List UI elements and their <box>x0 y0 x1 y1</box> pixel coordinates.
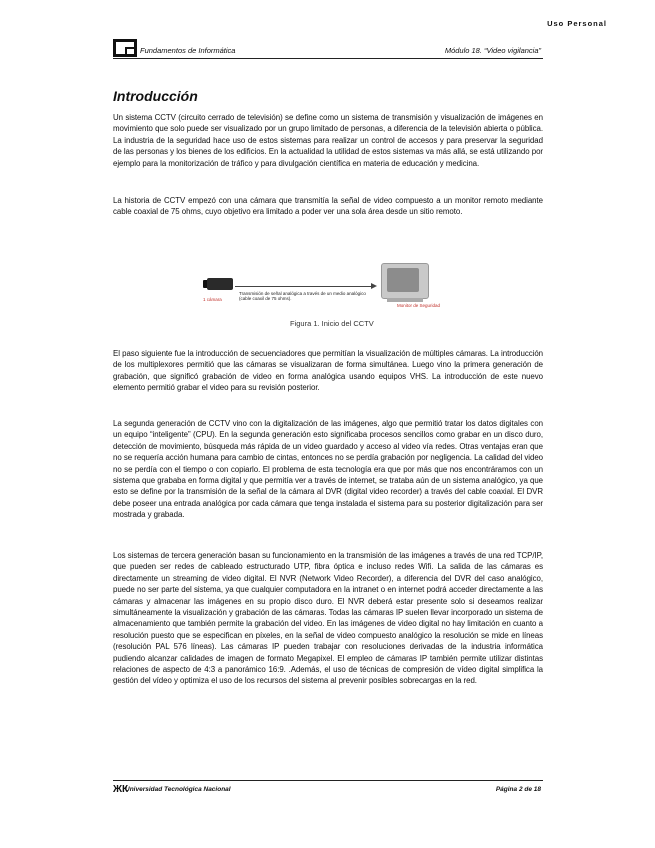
logo-icon <box>113 39 137 57</box>
signal-arrow-line <box>235 286 373 287</box>
monitor-screen <box>387 268 419 292</box>
paragraph-5: Los sistemas de tercera generación basan su funcionamiento en la transmisión de las imágenes a través de una red TCP/IP, que pueden ser redes de cableado estructurado UTP, fibra óptica e incluso redes Wifi. La salida de las cámaras es directamente un streaming de video digital. El NVR (Network Video Recorder), a diferencia del DVR del caso analógico, puede no ser parte del sistema, ya que cualquier computadora en la intranet o en internet podrá acceder directamente a las cámaras y almacenar las imágenes en su propio disco duro. El NVR deberá estar presente solo si deseamos realizar simultáneamente la visualización y grabación de las cámaras. Todas las cámaras IP suelen llevar incorporado un sistema de almacenamiento que también permite la grabación del video. En las imágenes de video digital no hay limitación en cuanto a resolución puesto que se especifican en píxeles, en la señal de video compuesto analógico la resolución se mide en líneas (resolución PAL 576 líneas). Las cámaras IP pueden trabajar con resoluciones derivadas de la industria informática pudiendo alcanzar calidades de imagen de formato Megapixel. El empleo de cámaras IP también permite utilizar distintas relaciones de aspecto de 4:3 a panorámico 16:9. .Además, el uso de técnicas de compresión de vídeo digital simplifica la gestión del vídeo y optimiza el uso de los recursos del sistema al prevenir posibles sobrecargas en la red. <box>113 551 543 686</box>
page-footer <box>113 780 543 797</box>
camera-label: 1 cámara <box>203 297 222 302</box>
monitor-base <box>387 298 423 302</box>
arrow-right-icon <box>371 283 377 289</box>
university-logo-icon: ЖК <box>113 784 129 795</box>
page-header <box>113 38 543 59</box>
footer-university: Universidad Tecnológica Nacional <box>125 786 231 793</box>
paragraph-4: La segunda generación de CCTV vino con la digitalización de las imágenes, algo que permitió tratar los datos digitales con un equipo “inteligente” (CPU). En la segunda generación esto significaba procesos sencillos como grabar en un disco duro, detección de movimiento, búsqueda más rápida de un video guardado y acceso al video vía redes. Otras ventajas eran que no se requería acción humana para cambio de cintas, entonces no se perdía grabación por negligencia. La calidad del video no se perdía con el tiempo o con copiarlo. El problema de esta tecnología era que por más que nos encontráramos con un sistema que grababa en forma digital y que permitía ver a través de internet, se trataba aún de un sistema analógico, ya que esto se define por la transmisión de la señal de la cámara al DVR (digital video recorder) a través del cable coaxial. El DVR debe poseer una entrada analógica por cada cámara que tenga instalada el sistema para su posterior digitalización para ser mostrada y grabada. <box>113 419 543 520</box>
header-module: Módulo 18. “Video vigilancia” <box>444 46 541 55</box>
paragraph-2: La historia de CCTV empezó con una cámara que transmitía la señal de video compuesto a un monitor remoto mediante cable coaxial de 75 ohms, cuyo objetivo era limitado a poder ver una sola área desde un sitio remoto. <box>113 196 543 217</box>
section-title: Introducción <box>113 88 198 104</box>
figure-caption: Figura 1. Inicio del CCTV <box>290 319 374 328</box>
monitor-icon <box>381 263 429 299</box>
paragraph-3: El paso siguiente fue la introducción de secuenciadores que permitían la visualización de múltiples cámaras. La introducción de los multiplexores permitió que las cámaras se visualizaran de forma simultánea. Luego vino la primera generación de grabación, que significó grabación de video en forma analógica usando equipos VHS. La introducción de este nuevo elemento permitió grabar el video para su revisión posterior. <box>113 349 543 393</box>
figure-cctv <box>203 253 465 315</box>
paragraph-1: Un sistema CCTV (circuito cerrado de televisión) se define como un sistema de transmisión y visualización de imágenes en movimiento que solo puede ser visualizado por un grupo limitado de personas, a diferencia de la televisión abierta o pública. La industria de la seguridad hace uso de estos sistemas para realizar un control de accesos y para preservar la seguridad de las personas y los bienes de los edificios. En la actualidad la utilidad de estos sistemas va más allá, se está utilizando por ejemplo para la monitorización de tráfico y para divulgación científica en materia de educación y medicina. <box>113 113 543 168</box>
page-number: Página 2 de 18 <box>495 786 541 793</box>
camera-icon <box>207 278 233 290</box>
monitor-label: Monitor de Seguridad <box>397 303 441 308</box>
classification-label: Uso Personal <box>547 19 607 28</box>
transmission-label: Transmisión de señal analógica a través de un medio analógico (cable coaxil de 75 ohms). <box>239 291 366 302</box>
header-course: Fundamentos de Informática <box>140 46 236 55</box>
